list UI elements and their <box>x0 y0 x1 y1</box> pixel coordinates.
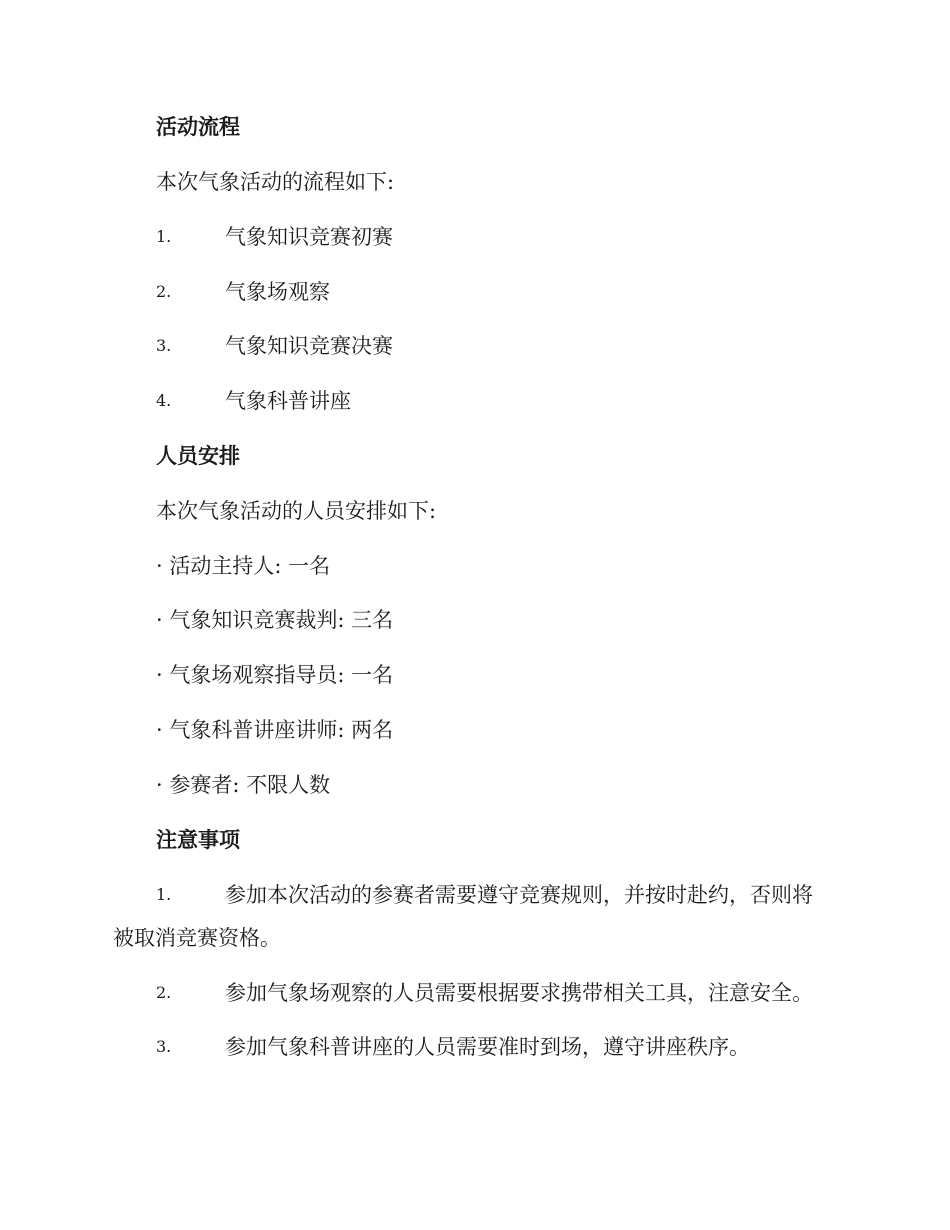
process-item-4-number: 4. <box>156 391 172 410</box>
note-item-1-number: 1. <box>156 885 172 904</box>
staffing-bullet-lecturers: · 气象科普讲座讲师: 两名 <box>156 718 394 742</box>
note-item-2-number: 2. <box>156 983 172 1002</box>
process-item-3-number: 3. <box>156 336 172 355</box>
process-intro: 本次气象活动的流程如下: <box>156 170 395 194</box>
process-item-1-number: 1. <box>156 227 172 246</box>
section-heading-process: 活动流程 <box>156 115 240 139</box>
note-item-3-text: 参加气象科普讲座的人员需要准时到场，遵守讲座秩序。 <box>225 1035 750 1059</box>
process-item-2-text: 气象场观察 <box>225 280 330 304</box>
staffing-intro: 本次气象活动的人员安排如下: <box>156 499 437 523</box>
staffing-bullet-host: · 活动主持人: 一名 <box>156 554 331 578</box>
note-item-1-text-line1: 参加本次活动的参赛者需要遵守竞赛规则，并按时赴约，否则将 <box>225 883 813 907</box>
section-heading-notes: 注意事项 <box>156 828 240 852</box>
note-item-2-text: 参加气象场观察的人员需要根据要求携带相关工具，注意安全。 <box>225 981 813 1005</box>
note-item-1-text-line2: 被取消竞赛资格。 <box>113 926 281 950</box>
section-heading-staffing: 人员安排 <box>156 444 240 468</box>
process-item-4-text: 气象科普讲座 <box>225 389 351 413</box>
process-item-1-text: 气象知识竞赛初赛 <box>225 225 393 249</box>
process-item-3-text: 气象知识竞赛决赛 <box>225 334 393 358</box>
staffing-bullet-participants: · 参赛者: 不限人数 <box>156 773 331 797</box>
process-item-2-number: 2. <box>156 282 172 301</box>
staffing-bullet-judges: · 气象知识竞赛裁判: 三名 <box>156 608 394 632</box>
note-item-3-number: 3. <box>156 1037 172 1056</box>
staffing-bullet-guide: · 气象场观察指导员: 一名 <box>156 663 394 687</box>
